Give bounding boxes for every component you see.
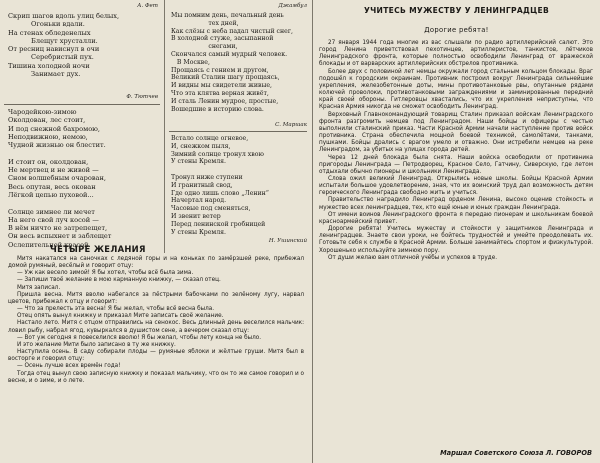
- dzhambul-poem: Мы помним день, печальный день тех дней, Как слёзы с неба падал чистый снег, В холодной стуже, засыпанной снегами, Скончался самый мудрый человек. В Москве, Прощаясь с гением и другом, Великий Сталин шагу прощаясь, И видны мы свидетели живые, Что эта клятва верная живёт, И сталь Ленин мудрое, простые, Вошедшие в историю слова.: [171, 12, 294, 113]
- left-column: [0, 0, 164, 463]
- fet-poem: Скрип шагов вдоль улиц белых, Огоньки вдали. На стенах обледенелых Блещут хрусталли. От ресниц нависнул в очи Серебристый пух. Тишина холодной ночи Занимает дух.: [8, 12, 120, 79]
- story-paragraph: — Уж как весело зимой! Я бы хотел, чтобы всё была зима.: [17, 270, 194, 277]
- rule-2: [169, 131, 307, 132]
- article-paragraph: Дорогие ребята! Учитесь мужеству и стойкости у защитников Ленинграда и ленинградцев. Знаете свои уроки, не бойтесь трудностей и умейте преодолевать их. Готовьте себя к службе в Красной Армии. Больше занимайтесь спортом и физкультурой. Хорошенько используйте зимнюю пору.: [319, 226, 593, 254]
- story-paragraph: — Запиши твоё желание в мою карманную книжку, — сказал отец.: [17, 277, 221, 284]
- article-paragraph: От имени воинов Ленинградского фронта я передаю пионерам и школьникам боевой красноармейский привет.: [319, 211, 593, 225]
- martynov-author: С. Маршак: [275, 122, 307, 128]
- story-paragraph: И это желание Мити было записано в ту же книжку.: [17, 341, 176, 348]
- article-paragraph: Более двух с половиной лет немцы окружали город стальным кольцом блокады. Враг подошёл к городским окраинам. Противник построил вокруг Ленинграда сильнейшие укрепления, железобетонные доты, мины противотанковые рвы, опутанные рядами колючей проволоки, противотанковыми заграждениями и заминированные передний край своей обороны. Гитлеровцы хвастались, что их укрепления неприступны, что Красная Армия никогда не сможет освободить Ленинград.: [319, 68, 593, 111]
- article-title: УЧИТЕСЬ МУЖЕСТВУ У ЛЕНИНГРАДЦЕВ: [363, 6, 550, 15]
- article-paragraph: Верховный Главнокомандующий товарищ Сталин приказал войскам Ленинградского фронта разгромить немцев под Ленинградом. Наши бойцы и офицеры с честью выполнили сталинский приказ. Части Красной Армии начали наступление против войск противника. Страна обеспечила мощной боевой техникой, самолётами, танками, пушками. Бойцы дрались с врагом умело и отважно. Они истребили немцев на реке Ленинградом, за убитых на улицах города детей.: [319, 111, 593, 154]
- article-paragraph: Через 12 дней блокада была снята. Наши войска освободили от противника пригороды Ленинграда — Петродворец, Красное Село, Гатчину, Сиверскую, где летом отдыхали обычно пионеры и школьники Ленинграда.: [319, 154, 593, 175]
- story-paragraph: Пришла весна. Митя вволю набегался за пёстрыми бабочками по зелёному лугу, нарвал цветов, прибежал к отцу и говорит:: [8, 291, 304, 305]
- middle-column: [165, 0, 311, 463]
- article-signature: Маршал Советского Союза Л. ГОВОРОВ: [440, 449, 592, 457]
- article-greeting: Дорогие ребята!: [424, 26, 489, 34]
- article-paragraph: Слова ожил великий Ленинград. Открылись новые школы. Бойцы Красной Армии испытали большое удовлетворение, зная, что их воинский труд дал возможность детям героического Ленинграда свободно жить и учиться.: [319, 175, 593, 197]
- story-title: ЧЕТЫРЕ ЖЕЛАНИЯ: [50, 244, 146, 254]
- martynov-poem: Встало солнце огневое, И, снежком пыля, Зимний солнце тронул хвою У стены Кремля. Тронул ниже ступени И гранитный свод, Где одно лишь слово „Ленин“ Начертал народ. Часовые под сменяться, И звенит ветер Перед ленинской гробницей У стены Кремля.: [171, 135, 269, 236]
- story-paragraph: — Осень лучше всех времён года!: [17, 363, 121, 370]
- story-paragraph: Настало лето. Митя с отцом отправились на сенокос. Весь длинный день веселился мальчик: ловил рыбу, набрал ягод, кувыркался в душистом сене, а вечером сказал отцу:: [8, 320, 304, 334]
- tyutchev-poem: Чародейкою-зимою Околдован, лес стоит, И под снежной бахромою, Неподвижною, немою, Чудной жизнью он блестит. И стоит он, околдован, Не мертвец и не живой — Сном волшебным очарован, Весь опутан, весь окован Лёгкой цепью пуховой... Солнце зимнее ли мечет На него свой луч косой — В нём ничто не затрепещет, Он весь вспыхнет и заблещет Ослепительной красой.: [8, 108, 112, 249]
- story-paragraph: Тогда отец вынул свою записную книжку и показал мальчику, что он то же самое говорил и о весне, и о зиме, и о лете.: [8, 370, 304, 384]
- dzhambul-author: Джамбул: [278, 3, 307, 9]
- story-paragraph: Отец опять вынул книжку и приказал Мите записать своё желание.: [17, 313, 224, 320]
- tyutchev-author: Ф. Тютчев: [126, 94, 158, 100]
- article-paragraph: 27 января 1944 года многие из вас слышали по радио артиллерийский салют. Это город Ленина приветствовал пехотинцев, артиллеристов, танкистов, лётчиков Ленинградского фронта, которые полностью освободили Ленинград от вражеской блокады и от варварских артиллерийских обстрелов противника.: [319, 40, 593, 68]
- story-paragraph: — Что за прелесть эта весна! Я бы желал, чтобы всё весна была.: [17, 306, 215, 313]
- article-text: [319, 40, 593, 262]
- story-paragraph: — Вот уж сегодня я повеселился вволю! Я бы желал, чтобы лету конца не было.: [17, 334, 262, 341]
- rule-1: [4, 104, 160, 105]
- fet-author: А. Фет: [137, 3, 158, 9]
- story-text: [8, 256, 304, 385]
- article-paragraph: Правительство наградило Ленинград орденом Ленина, высоко оценив стойкость и мужество всех ленинградцев, тех, кто ещё юные и юных граждан Ленинграда.: [319, 197, 593, 211]
- story-paragraph: Митя записал.: [17, 284, 61, 291]
- story-paragraph: Наступила осень. В саду собирали плоды — румяные яблоки и жёлтые груши. Митя был в восторге и говорил отцу:: [8, 349, 304, 363]
- story-paragraph: Митя накатался на саночках с ледяной горы и на коньках по замёрзшей реке, прибежал домой румяный, весёлый и говорит отцу:: [8, 256, 304, 270]
- article-paragraph: От души желаю вам отличной учёбы и успехов в труде.: [328, 254, 498, 261]
- last-poem-author: Н. Ушинский: [268, 238, 307, 244]
- right-column: [313, 0, 600, 463]
